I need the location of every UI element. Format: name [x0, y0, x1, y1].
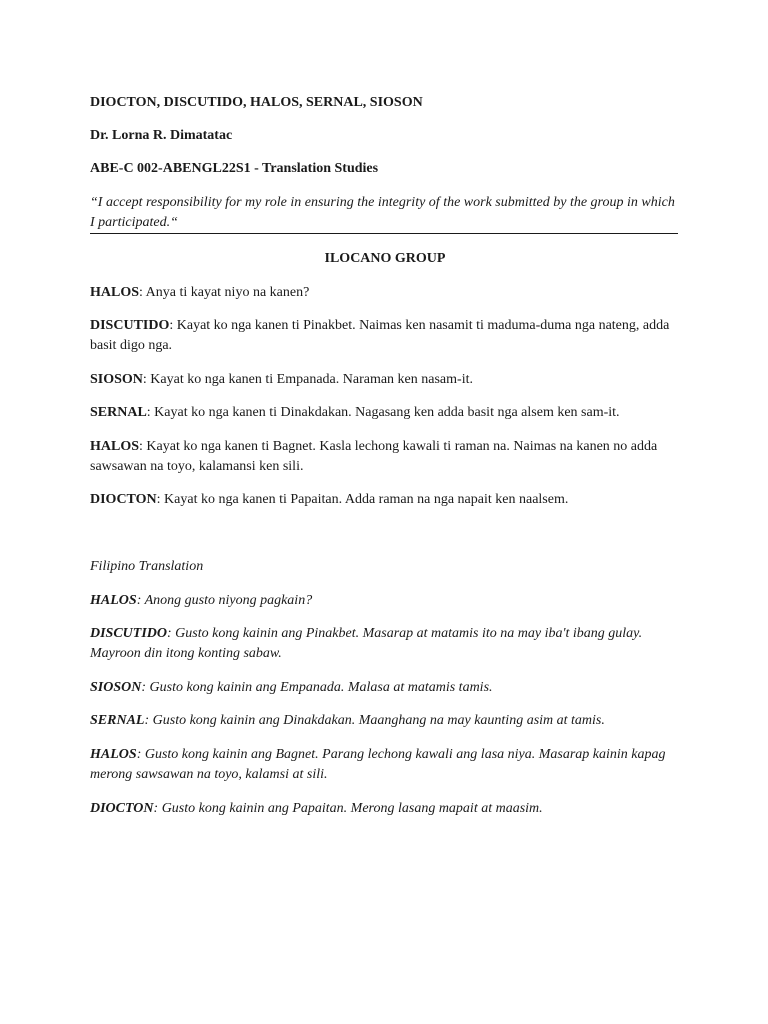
dialogue-text: : Gusto kong kainin ang Pinakbet. Masarap at matamis ito na may iba't ibang gulay. Mayroon din itong konting sabaw.: [90, 626, 643, 661]
speaker-name: HALOS: [90, 593, 137, 608]
dialogue-text: : Gusto kong kainin ang Dinakdakan. Maanghang na may kaunting asim at tamis.: [144, 713, 605, 728]
filipino-dialogue-line: [90, 711, 680, 731]
ilocano-dialogue-line: [90, 403, 680, 423]
dialogue-text: : Kayat ko nga kanen ti Pinakbet. Naimas ken nasamit ti maduma-duma nga nateng, adda basit digo nga.: [90, 318, 670, 353]
course-title: ABE-C 002-ABENGL22S1 - Translation Studies: [90, 161, 379, 176]
integrity-pledge: “I accept responsibility for my role in ensuring the integrity of the work submitted by the group in which I participated.“: [90, 195, 675, 230]
speaker-name: SERNAL: [90, 713, 145, 728]
horizontal-rule: [90, 233, 678, 234]
filipino-dialogue-line: [90, 745, 680, 785]
ilocano-dialogue-line: [90, 437, 680, 477]
filipino-dialogue-line: [90, 678, 680, 698]
ilocano-dialogue-line: [90, 316, 680, 356]
instructor-name: Dr. Lorna R. Dimatatac: [90, 128, 233, 143]
dialogue-text: : Gusto kong kainin ang Papaitan. Merong lasang mapait at maasim.: [153, 801, 543, 816]
ilocano-group-title: ILOCANO GROUP: [324, 251, 446, 266]
speaker-name: HALOS: [90, 747, 137, 762]
ilocano-dialogue-line: [90, 283, 680, 303]
dialogue-text: : Gusto kong kainin ang Bagnet. Parang lechong kawali ang lasa niya. Masarap kainin kapag merong sawsawan na toyo, kalamsi at sili.: [90, 747, 666, 782]
speaker-name: HALOS: [90, 285, 140, 300]
filipino-dialogue-line: [90, 591, 680, 611]
filipino-dialogue-line: [90, 799, 680, 819]
dialogue-text: : Kayat ko nga kanen ti Dinakdakan. Nagasang ken adda basit nga alsem ken sam-it.: [146, 405, 620, 420]
dialogue-text: : Gusto kong kainin ang Empanada. Malasa at matamis tamis.: [141, 680, 493, 695]
speaker-name: SERNAL: [90, 405, 147, 420]
speaker-name: SIOSON: [90, 680, 142, 695]
speaker-name: DISCUTIDO: [90, 318, 170, 333]
speaker-name: DIOCTON: [90, 492, 157, 507]
authors-heading: DIOCTON, DISCUTIDO, HALOS, SERNAL, SIOSON: [90, 95, 423, 110]
ilocano-dialogue-line: [90, 370, 680, 390]
dialogue-text: : Kayat ko nga kanen ti Papaitan. Adda raman na nga napait ken naalsem.: [156, 492, 569, 507]
speaker-name: DIOCTON: [90, 801, 154, 816]
speaker-name: HALOS: [90, 439, 140, 454]
filipino-dialogue-line: [90, 624, 680, 664]
dialogue-text: : Kayat ko nga kanen ti Bagnet. Kasla lechong kawali ti raman na. Naimas na kanen no adda sawsawan na toyo, kalamansi ken sili.: [90, 439, 658, 474]
speaker-name: DISCUTIDO: [90, 626, 168, 641]
ilocano-dialogue-line: [90, 490, 680, 510]
dialogue-text: : Kayat ko nga kanen ti Empanada. Naraman ken nasam-it.: [142, 372, 473, 387]
speaker-name: SIOSON: [90, 372, 143, 387]
dialogue-text: : Anong gusto niyong pagkain?: [136, 593, 313, 608]
dialogue-text: : Anya ti kayat niyo na kanen?: [139, 285, 310, 300]
filipino-translation-title: Filipino Translation: [90, 559, 204, 574]
